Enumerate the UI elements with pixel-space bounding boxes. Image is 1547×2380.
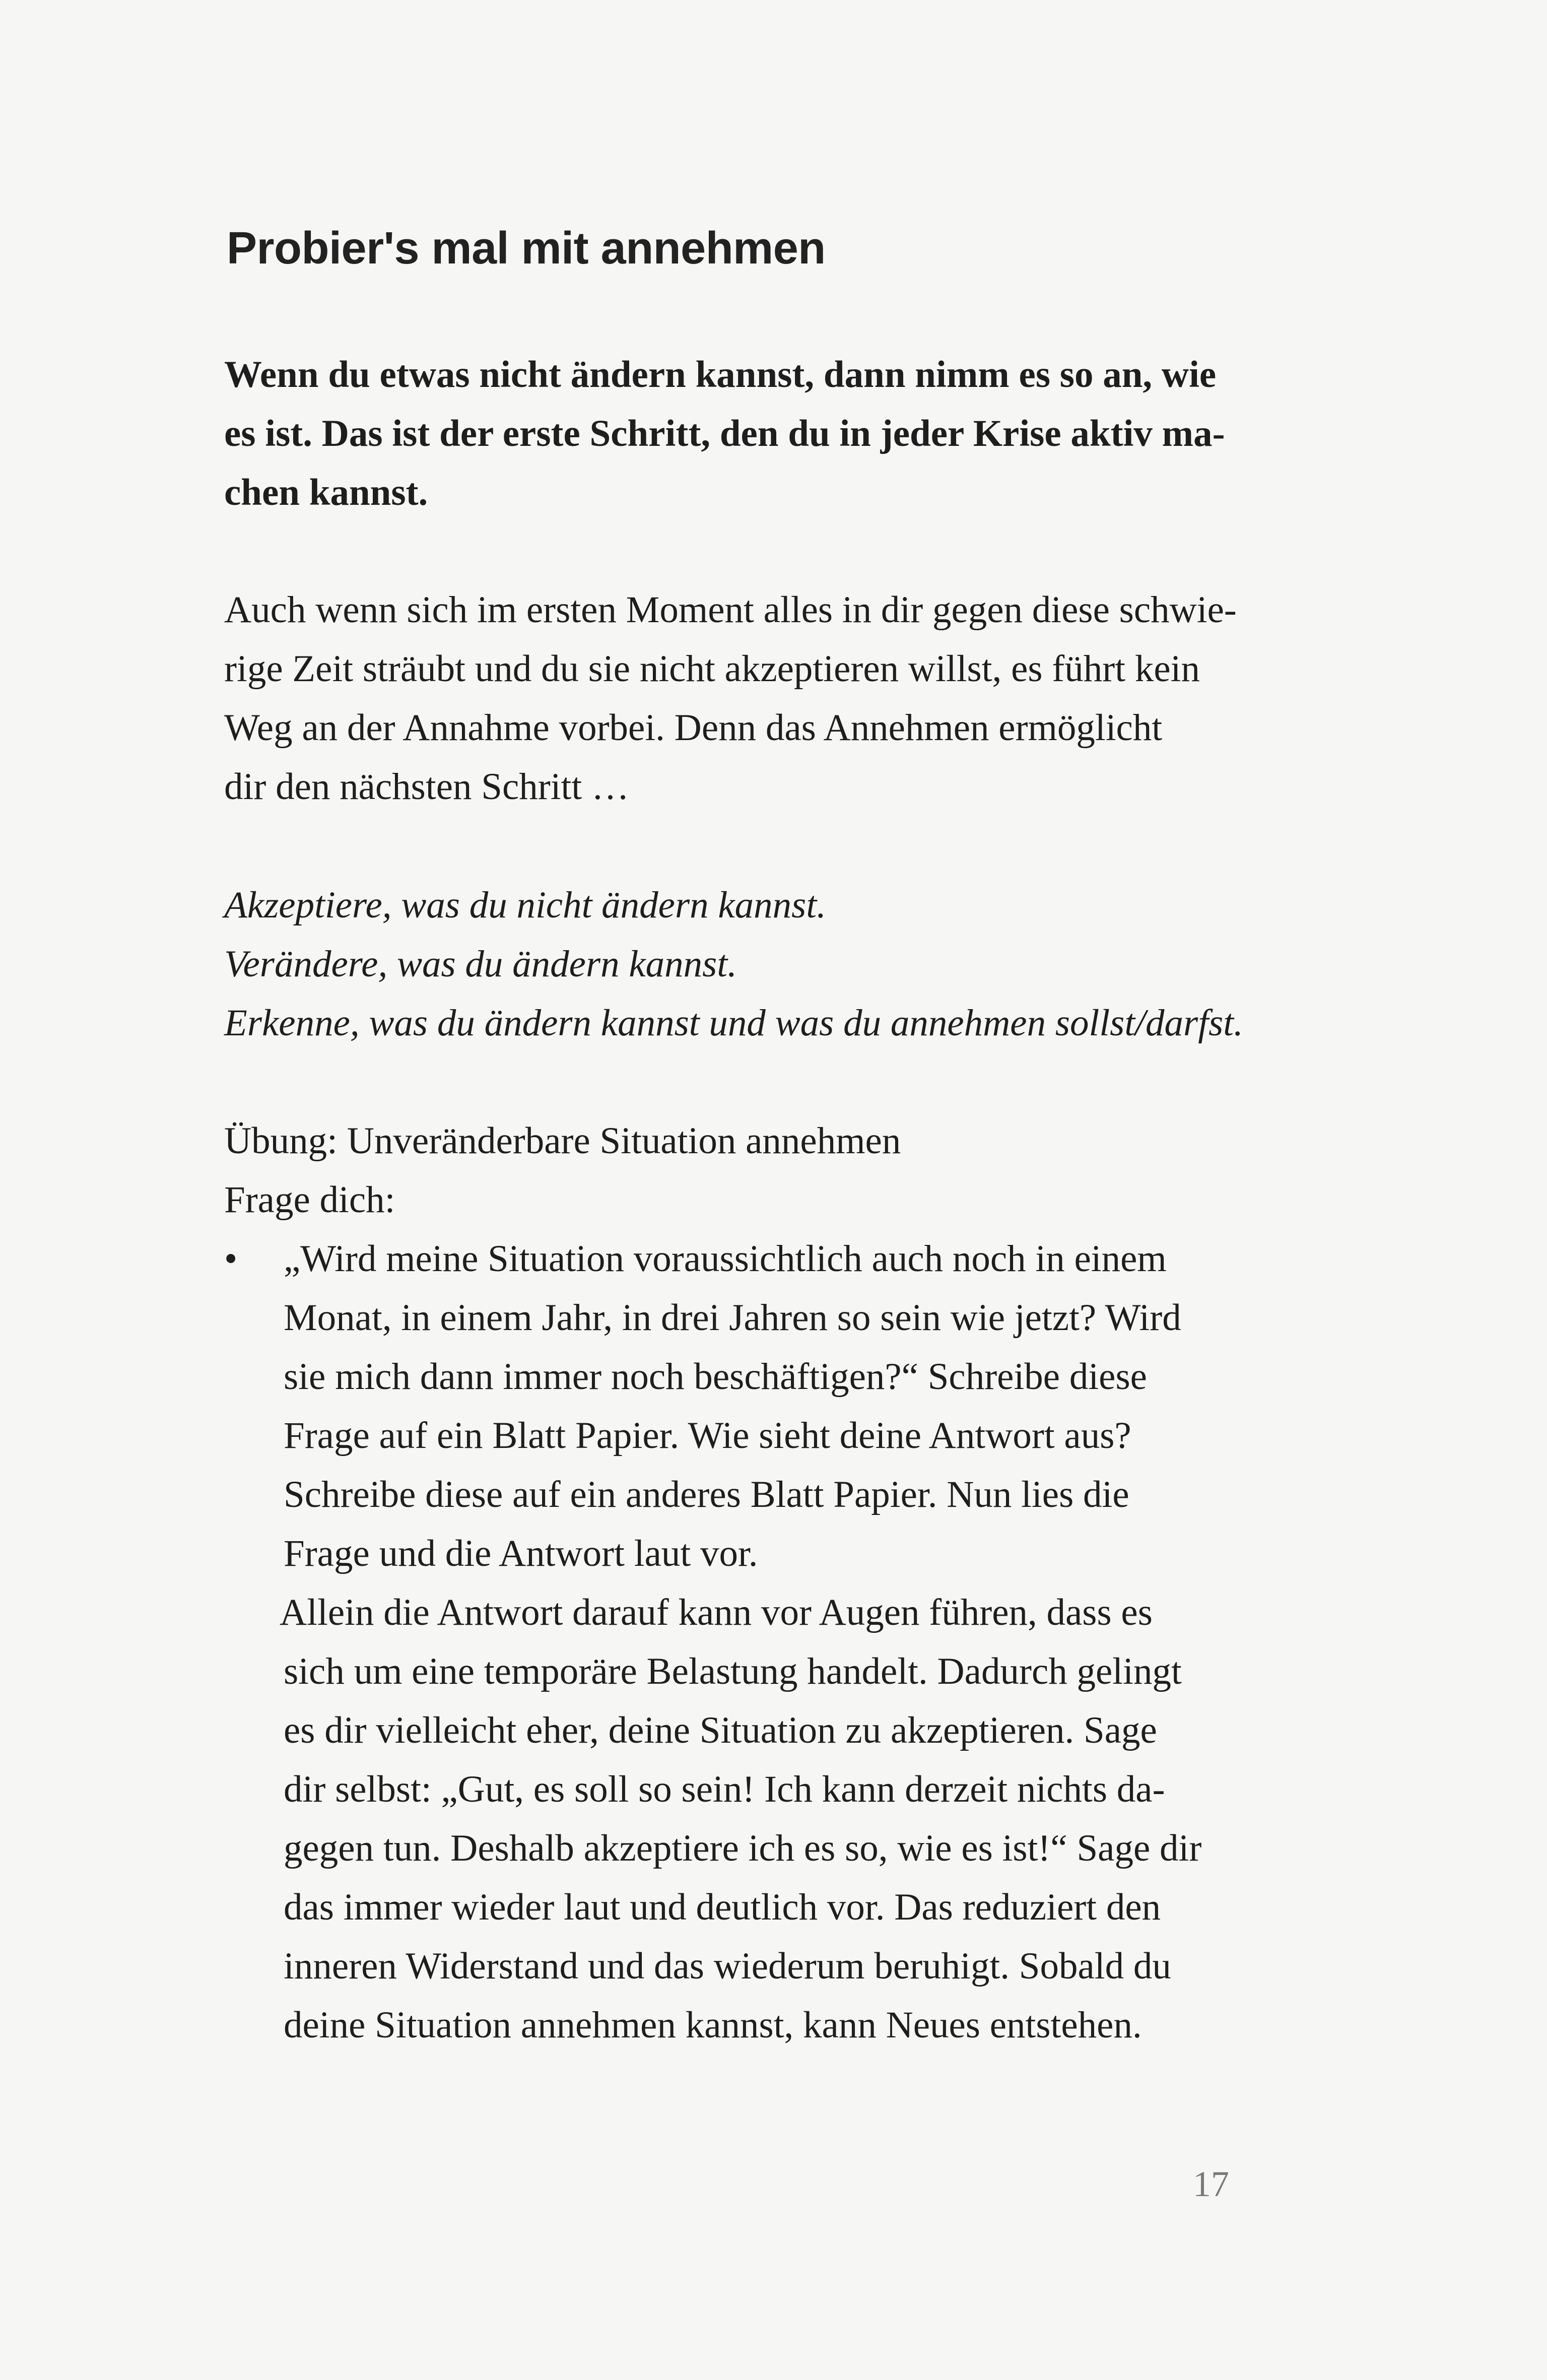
lead-paragraph xyxy=(224,345,1225,522)
bullet-line: „Wird meine Situation voraussichtlich auch noch in einem xyxy=(284,1238,1167,1280)
body-line: Weg an der Annahme vorbei. Denn das Annehmen ermöglicht xyxy=(224,707,1163,749)
bullet-line: Monat, in einem Jahr, in drei Jahren so sein wie jetzt? Wird xyxy=(284,1297,1181,1339)
bullet-line: Frage auf ein Blatt Papier. Wie sieht deine Antwort aus? xyxy=(284,1415,1131,1457)
bullet-text xyxy=(280,1229,1202,2055)
body-line: Auch wenn sich im ersten Moment alles in dir gegen diese schwie- xyxy=(224,589,1237,631)
lead-line: es ist. Das ist der erste Schritt, den du in jeder Krise aktiv ma- xyxy=(224,413,1225,454)
exercise-title: Übung: Unveränderbare Situation annehmen xyxy=(224,1120,901,1162)
bullet-line: sich um eine temporäre Belastung handelt. Dadurch gelingt xyxy=(284,1650,1182,1692)
bullet-icon: • xyxy=(224,1238,238,1280)
bullet-line: deine Situation annehmen kannst, kann Neues entstehen. xyxy=(284,2004,1142,2046)
bullet-line: es dir vielleicht eher, deine Situation zu akzeptieren. Sage xyxy=(284,1709,1157,1751)
section-heading: Probier's mal mit annehmen xyxy=(227,223,826,274)
bullet-line: dir selbst: „Gut, es soll so sein! Ich kann derzeit nichts da- xyxy=(284,1768,1165,1810)
body-paragraph xyxy=(224,580,1237,816)
exercise-prompt: Frage dich: xyxy=(224,1179,395,1221)
body-line: rige Zeit sträubt und du sie nicht akzeptieren willst, es führt kein xyxy=(224,648,1200,690)
bullet-line: gegen tun. Deshalb akzeptiere ich es so, wie es ist!“ Sage dir xyxy=(284,1827,1202,1869)
bullet-line: sie mich dann immer noch beschäftigen?“ Schreibe diese xyxy=(284,1356,1147,1398)
quote-line: Verändere, was du ändern kannst. xyxy=(224,943,737,985)
page-number: 17 xyxy=(1193,2164,1229,2204)
exercise-header xyxy=(224,1111,901,1229)
bullet-line: Schreibe diese auf ein anderes Blatt Papier. Nun lies die xyxy=(284,1474,1129,1515)
bullet-line: Frage und die Antwort laut vor. xyxy=(284,1533,758,1574)
quote-line: Erkenne, was du ändern kannst und was du annehmen sollst/darfst. xyxy=(224,1002,1243,1044)
body-line: dir den nächsten Schritt … xyxy=(224,766,629,808)
lead-line: Wenn du etwas nicht ändern kannst, dann nimm es so an, wie xyxy=(224,354,1217,395)
bullet-line: das immer wieder laut und deutlich vor. Das reduziert den xyxy=(284,1886,1161,1928)
bullet-line: inneren Widerstand und das wiederum beruhigt. Sobald du xyxy=(284,1945,1171,1987)
quote-line: Akzeptiere, was du nicht ändern kannst. xyxy=(224,884,826,926)
italic-quote xyxy=(224,876,1243,1052)
bullet-line: Allein die Antwort darauf kann vor Augen führen, dass es xyxy=(280,1592,1153,1633)
lead-line: chen kannst. xyxy=(224,472,428,513)
